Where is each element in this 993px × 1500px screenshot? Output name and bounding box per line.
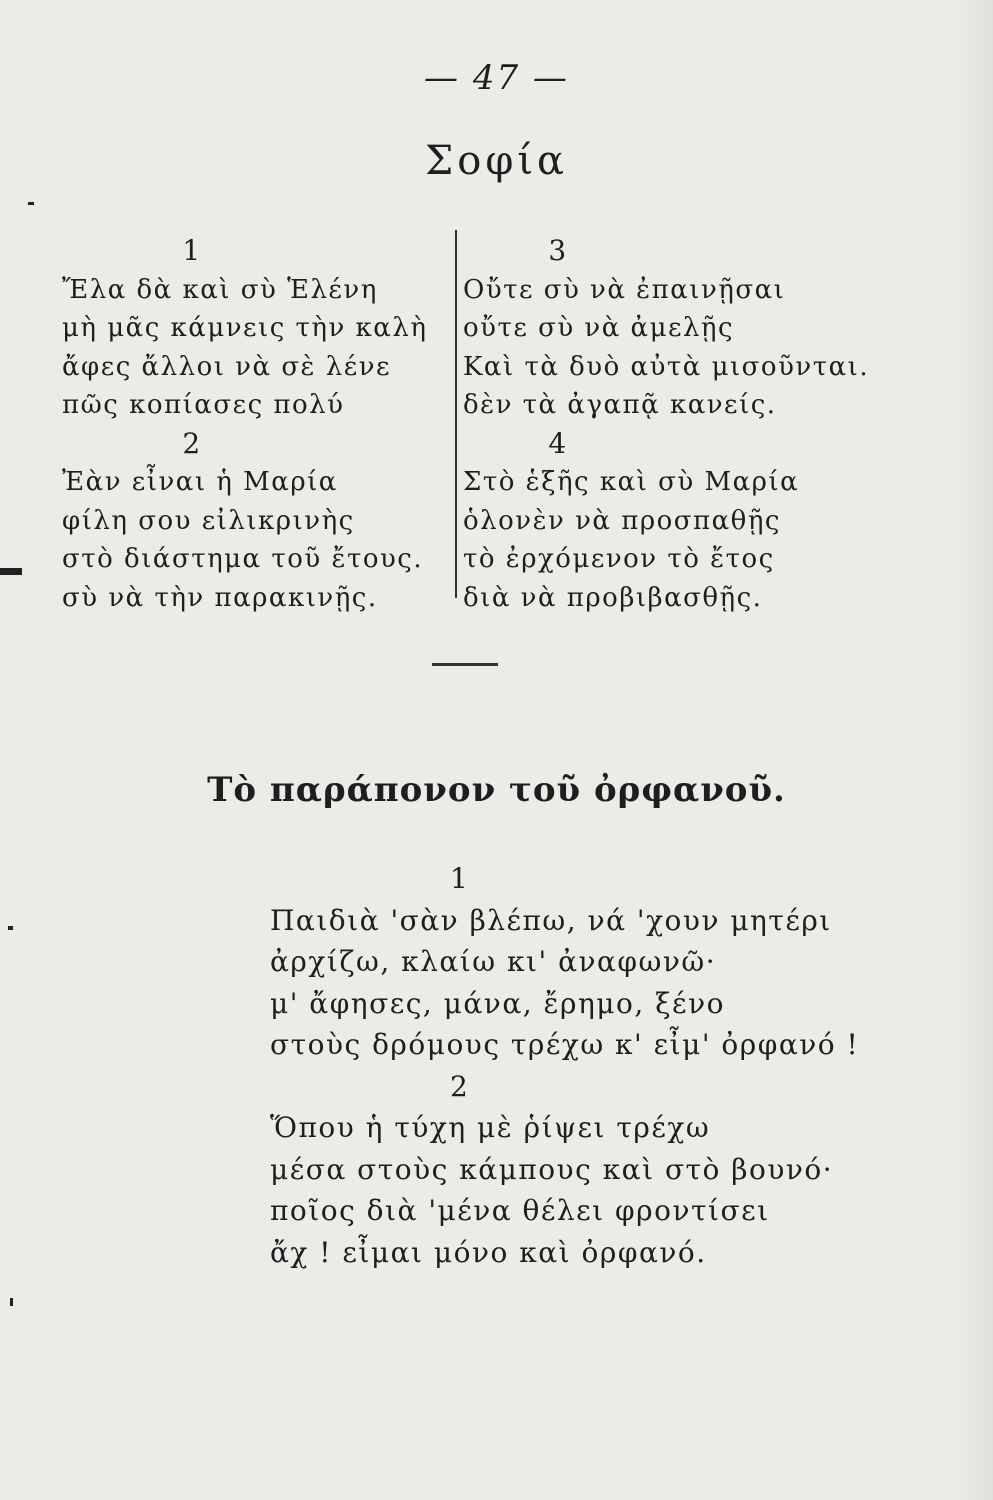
verse-line: ἀρχίζω, κλαίω κι' ἀναφωνῶ· xyxy=(270,945,717,978)
margin-ink-mark xyxy=(8,926,13,930)
verse-line: πῶς κοπίασες πολύ xyxy=(62,390,345,420)
margin-ink-mark xyxy=(28,202,34,205)
page-number: — 47 — xyxy=(424,58,569,98)
page-edge-shadow xyxy=(953,0,993,1500)
verse-line: Οὔτε σὺ νὰ ἐπαινῇσαι xyxy=(463,274,786,305)
verse-line: οὔτε σὺ νὰ ἀμελῇς xyxy=(463,313,735,343)
stanza-number: 2 xyxy=(450,1069,470,1103)
stanza-number: 1 xyxy=(182,234,202,267)
poem-title-sofia: Σοφία xyxy=(424,138,569,184)
section-separator-rule xyxy=(432,663,498,666)
right-column xyxy=(463,232,870,617)
verse-line: ἄφες ἄλλοι νὰ σὲ λένε xyxy=(62,351,392,382)
verse-line: ποῖος διὰ 'μένα θέλει φροντίσει xyxy=(270,1194,770,1227)
verse-line: μ' ἄφησες, μάνα, ἔρημο, ξένο xyxy=(270,986,725,1020)
stanza-number: 2 xyxy=(182,426,202,460)
verse-line: ὁλονὲν νὰ προσπαθῇς xyxy=(463,505,781,536)
verse-line: Καὶ τὰ δυὸ αὐτὰ μισοῦνται. xyxy=(463,351,870,382)
stanza-number: 4 xyxy=(548,426,568,460)
verse-line: τὸ ἐρχόμενον τὸ ἔτος xyxy=(463,544,775,574)
verse-line: στοὺς δρόμους τρέχω κ' εἶμ' ὀρφανό ! xyxy=(270,1028,860,1061)
orphan-poem-body xyxy=(270,858,860,1273)
verse-line: ἄχ ! εἶμαι μόνο καὶ ὀρφανό. xyxy=(270,1235,707,1269)
left-column xyxy=(62,232,452,617)
verse-line: Παιδιὰ 'σὰν βλέπω, νά 'χουν μητέρι xyxy=(270,903,832,937)
verse-line: Ὅπου ἡ τύχη μὲ ῥίψει τρέχω xyxy=(270,1111,711,1144)
verse-line: διὰ νὰ προβιβασθῇς. xyxy=(463,582,763,613)
stanza-number: 3 xyxy=(548,234,568,267)
verse-line: μέσα στοὺς κάμπους καὶ στὸ βουνό· xyxy=(270,1152,834,1186)
column-divider xyxy=(455,230,457,598)
verse-line: σὺ νὰ τὴν παρακινῇς. xyxy=(62,582,378,613)
verse-line: μὴ μᾶς κάμνεις τὴν καλὴ xyxy=(62,313,428,343)
verse-line: Ἐὰν εἶναι ἡ Μαρία xyxy=(62,467,338,497)
verse-line: στὸ διάστημα τοῦ ἔτους. xyxy=(62,544,424,574)
margin-ink-mark xyxy=(0,568,22,575)
margin-ink-mark xyxy=(10,1298,13,1306)
verse-line: Ἔλα δὰ καὶ σὺ Ἑλένη xyxy=(62,274,378,305)
verse-line: φίλη σου εἰλικρινὴς xyxy=(62,505,355,536)
stanza-number: 1 xyxy=(450,862,470,895)
verse-line: δὲν τὰ ἀγαπᾷ κανείς. xyxy=(463,390,777,420)
poem-title-orphan: Τὸ παράπονον τοῦ ὀρφανοῦ. xyxy=(207,770,786,810)
verse-line: Στὸ ἑξῆς καὶ σὺ Μαρία xyxy=(463,467,800,497)
